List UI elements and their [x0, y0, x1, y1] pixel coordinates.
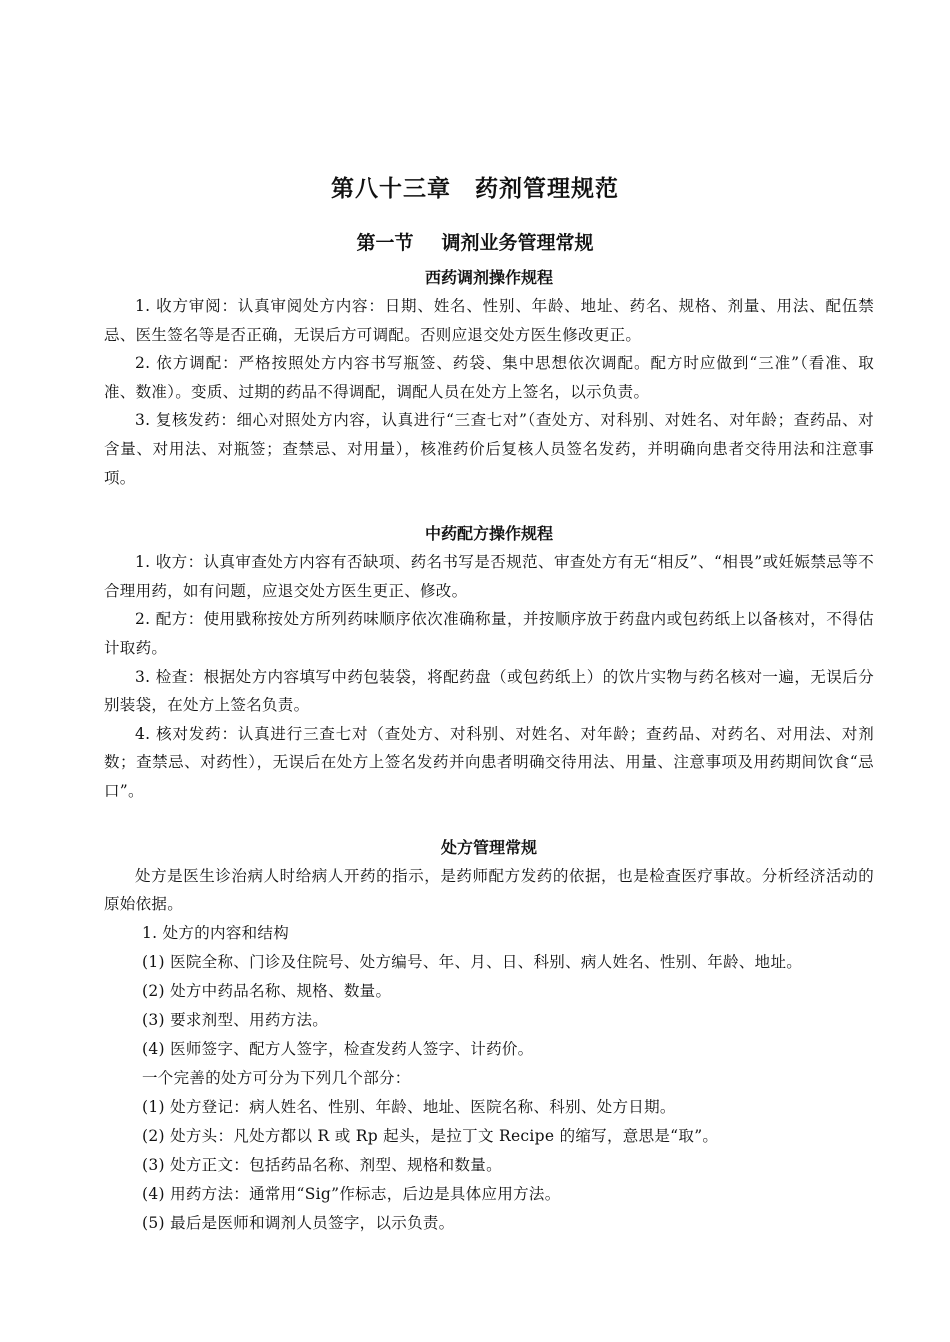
western-item-2: 2. 依方调配：严格按照处方内容书写瓶签、药袋、集中思想依次调配。配方时应做到“三准”（看准、取准、数准）。变质、过期的药品不得调配，调配人员在处方上签名，以示负责。 — [104, 354, 874, 401]
section-label: 第一节 — [356, 232, 414, 254]
chinese-item-3: 3. 检查：根据处方内容填写中药包装袋，将配药盘（或包药纸上）的饮片实物与药名核对一遍，无误后分别装袋，在处方上签名负责。 — [104, 667, 874, 715]
prescription-intro: 处方是医生诊治病人时给病人开药的指示，是药师配方发药的依据，也是检查医疗事故。分析经济活动的原始依据。 — [104, 866, 874, 914]
part-item-3: (3) 处方正文：包括药品名称、剂型、规格和数量。 — [142, 1155, 502, 1174]
content-item-3: (3) 要求剂型、用药方法。 — [142, 1010, 329, 1029]
section-name: 调剂业务管理常规 — [441, 232, 594, 254]
content-item-2: (2) 处方中药品名称、规格、数量。 — [142, 981, 392, 1000]
prescription-title: 处方管理常规 — [440, 837, 537, 857]
western-item-1: 1. 收方审阅：认真审阅处方内容：日期、姓名、性别、年龄、地址、药名、规格、剂量、用法、配伍禁忌、医生签名等是否正确，无误后方可调配。否则应退交处方医生修改更正。 — [104, 297, 874, 344]
western-title: 西药调剂操作规程 — [424, 268, 553, 287]
part-item-5: (5) 最后是医师和调剂人员签字，以示负责。 — [142, 1213, 455, 1232]
section-title — [0, 228, 950, 255]
chinese-item-4: 4. 核对发药：认真进行三查七对（查处方、对科别、对姓名、对年龄；查药品、对药名、对用法、对剂数；查禁忌、对药性），无误后在处方上签名发药并向患者明确交待用法、用量、注意事项及用药期间饮食“忌口”。 — [104, 724, 874, 800]
content-item-1: (1) 医院全称、门诊及住院号、处方编号、年、月、日、科别、病人姓名、性别、年龄、地址。 — [142, 952, 803, 971]
prescription-heading: 1. 处方的内容和结构 — [142, 923, 290, 942]
parts-intro: 一个完善的处方可分为下列几个部分： — [142, 1068, 411, 1087]
part-item-4: (4) 用药方法：通常用“Sig”作标志，后边是具体应用方法。 — [142, 1184, 561, 1203]
chapter-title: 第八十三章 药剂管理规范 — [331, 176, 619, 202]
chinese-item-1: 1. 收方：认真审查处方内容有否缺项、药名书写是否规范、审查处方有无“相反”、“相畏”或妊娠禁忌等不合理用药，如有问题，应退交处方医生更正、修改。 — [104, 553, 874, 600]
western-item-3: 3. 复核发药：细心对照处方内容，认真进行“三查七对”（查处方、对科别、对姓名、对年龄；查药品、对含量、对用法、对瓶签；查禁忌、对用量），核准药价后复核人员签名发药，并明确向患者交待用法和注意事项。 — [104, 411, 874, 487]
part-item-1: (1) 处方登记：病人姓名、性别、年龄、地址、医院名称、科别、处方日期。 — [142, 1097, 676, 1116]
content-item-4: (4) 医师签字、配方人签字，检查发药人签字、计药价。 — [142, 1039, 534, 1058]
page-content — [104, 264, 874, 1238]
part-item-2: (2) 处方头：凡处方都以 R 或 Rp 起头，是拉丁文 Recipe 的缩写，意思是“取”。 — [142, 1126, 719, 1145]
chinese-item-2: 2. 配方：使用戥称按处方所列药味顺序依次准确称量，并按顺序放于药盘内或包药纸上以备核对，不得估计取药。 — [104, 610, 874, 657]
chinese-title: 中药配方操作规程 — [424, 524, 553, 544]
